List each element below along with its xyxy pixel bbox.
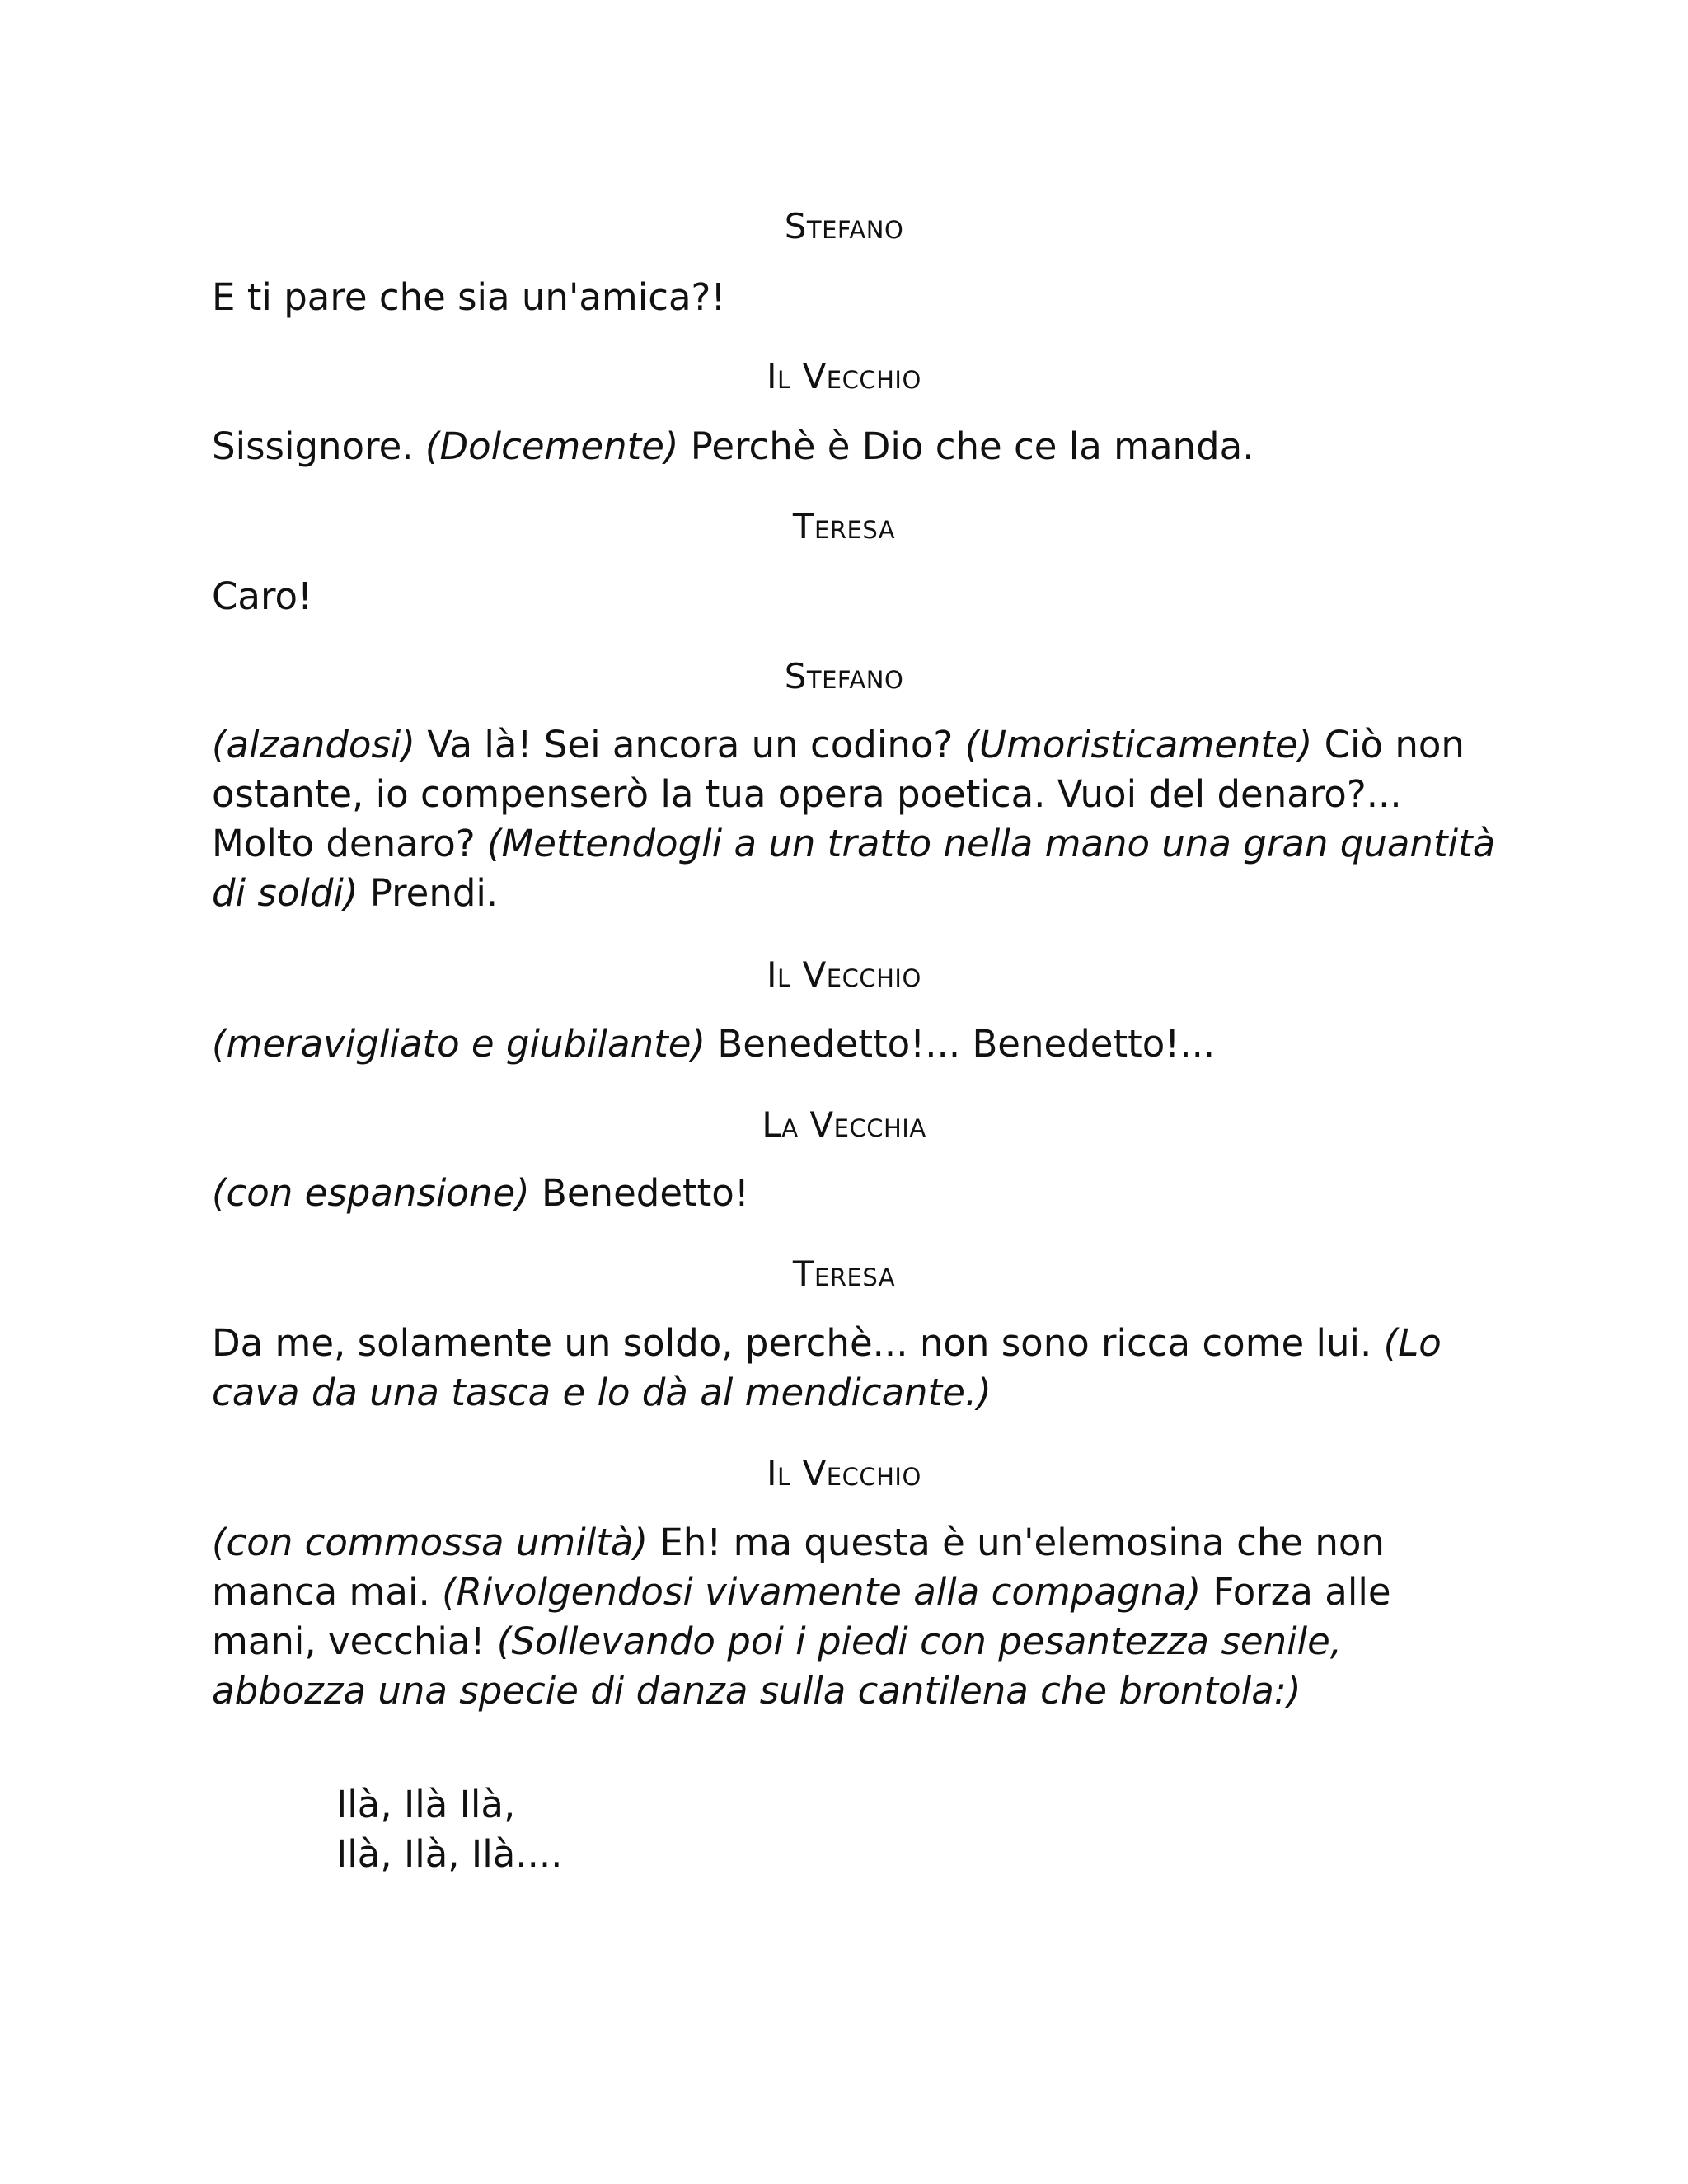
dialogue-line: (con commossa umiltà) Eh! ma questa è un'elemosina che non manca mai. (Rivolgendosi vivamente alla compagna) Forza alle mani, vecchia! (Sollevando poi i piedi con pesantezza senile, abbozza una specie di danza sulla cantilena che brontola:) <box>212 1521 1391 1713</box>
speaker-name: Il Vecchio <box>767 356 921 396</box>
speaker-name: Stefano <box>784 656 904 696</box>
dialogue-line: Caro! <box>212 574 313 618</box>
speaker-name: Teresa <box>792 1254 896 1294</box>
dialogue-line: Da me, solamente un soldo, perchè... non sono ricca come lui. (Lo cava da una tasca e lo dà al mendicante.) <box>212 1321 1442 1414</box>
verse-line: Ilà, Ilà Ilà, <box>336 1783 516 1826</box>
verse-line: Ilà, Ilà, Ilà.... <box>336 1832 563 1876</box>
dialogue-line: E ti pare che sia un'amica?! <box>212 275 726 319</box>
speaker-name: Stefano <box>784 206 904 246</box>
speaker-name: Il Vecchio <box>767 1453 921 1493</box>
dialogue-line: (con espansione) Benedetto! <box>212 1171 749 1215</box>
speaker-name: La Vecchia <box>762 1104 926 1145</box>
speaker-name: Teresa <box>792 506 896 546</box>
dialogue-line: Sissignore. (Dolcemente) Perchè è Dio che ce la manda. <box>212 424 1254 468</box>
dialogue-line: (alzandosi) Va là! Sei ancora un codino? (Umoristicamente) Ciò non ostante, io compenserò la tua opera poetica. Vuoi del denaro?... Molto denaro? (Mettendogli a un tratto nella mano una gran quantità di soldi) Prendi. <box>212 723 1496 915</box>
speaker-name: Il Vecchio <box>767 954 921 995</box>
dialogue-line: (meravigliato e giubilante) Benedetto!... Benedetto!... <box>212 1022 1216 1066</box>
